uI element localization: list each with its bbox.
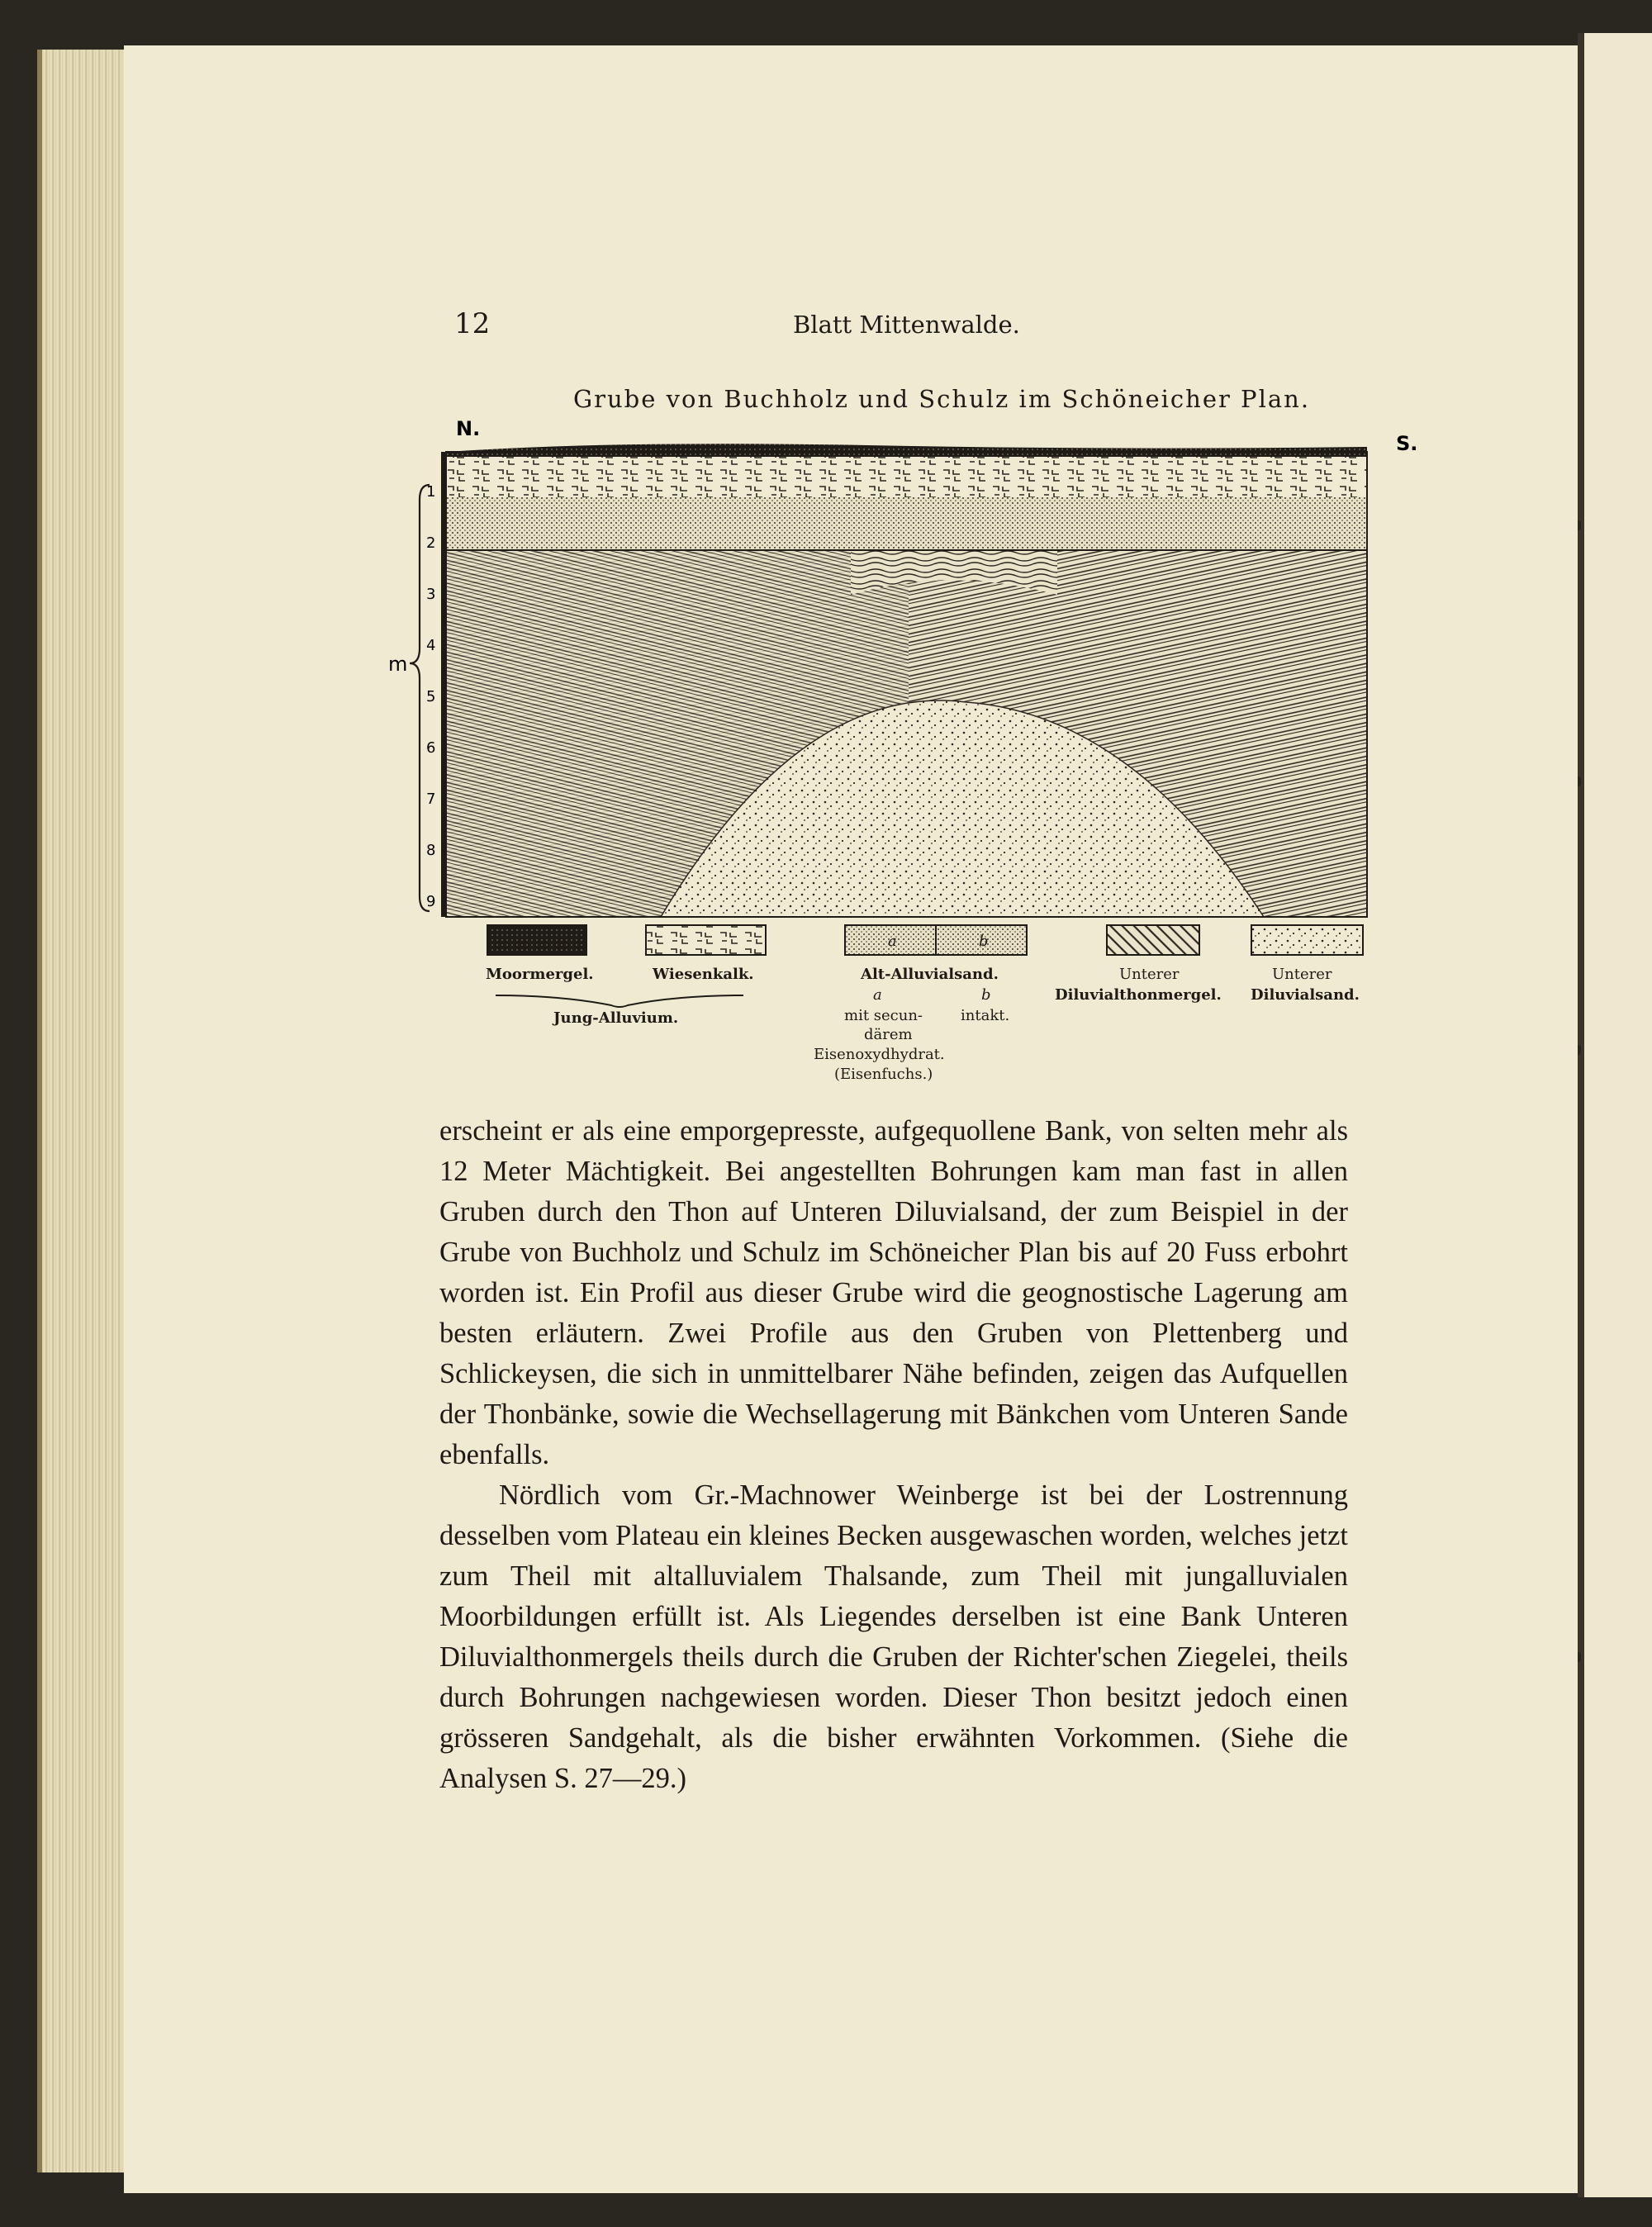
paragraph: Nördlich vom Gr.-Machnower Weinberge ist bei der Lostrennung desselben vom Plateau ein kleines Becken ausgewaschen worden, welches jetzt zum Theil mit altalluvialem Thalsande, zum Theil mit jungalluvialen Moorbildungen erfüllt ist. Als Liegendes derselben ist eine Bank Unteren Diluvialthonmergels theils durch die Gruben der Richter'schen Ziegelei, theils durch Bohrungen nachgewiesen worden. Dieser Thon besitzt jedoch einen grösseren Sandgehalt, als die bisher erwähnten Vorkommen. (Siehe die Analysen S. 27—29.) [439,1479,1348,1794]
running-title: Blatt Mittenwalde. [793,311,1020,339]
figure-legend [486,925,1363,1083]
scale-tick: 3 [426,586,436,603]
scale-unit-label: m [388,653,408,676]
alt-alluvialsand-layer [446,497,1367,550]
legend-swatch-b: b [979,933,989,950]
legend-eisenoxydhydrat: Eisenoxydhydrat. [814,1046,945,1063]
legend-sub-b: b [981,986,991,1004]
legend-swatch-diluvialsand [1251,925,1363,955]
page-number: 12 [454,307,491,340]
running-head [0,307,1652,340]
legend-unterer-1: Unterer [1119,966,1180,983]
page-edges [37,50,133,2172]
legend-diluvialsand: Diluvialsand. [1251,986,1360,1004]
legend-wiesenkalk: Wiesenkalk. [653,966,754,983]
legend-note-a1: mit secun- [844,1007,923,1024]
wiesenkalk-layer [446,452,1367,497]
scale-tick: 4 [426,637,436,654]
scale-tick: 2 [426,534,436,552]
scale-tick: 6 [426,739,436,757]
legend-brace [496,995,743,1007]
legend-unterer-2: Unterer [1272,966,1332,983]
scale-tick: 9 [426,893,436,910]
legend-note-a2: därem [864,1026,913,1043]
figure-caption: Grube von Buchholz und Schulz im Schöneicher Plan. [572,385,1311,413]
legend-swatch-diluvialthonmergel [1107,925,1199,955]
legend-swatch-wiesenkalk [646,925,766,955]
paragraph: erscheint er als eine emporgepresste, aufgequollene Bank, von selten mehr als 12 Meter Mächtigkeit. Bei angestellten Bohrungen kam man fast in allen Gruben durch den Thon auf Unteren Diluvialsand, der zum Beispiel in der Grube von Buchholz und Schulz im Schöneicher Plan bis auf 20 Fuss erbohrt worden ist. Ein Profil aus dieser Grube wird die geognostische Lagerung am besten erläutern. Zwei Profile aus den Gruben von Plettenberg und Schlickeysen, die sich in unmittelbarer Nähe befinden, zeigen das Aufquellen der Thonbänke, sowie die Wechsellagerung mit Bänkchen vom Unteren Sande ebenfalls. [439,1115,1348,1470]
moormergel-layer [446,444,1367,457]
legend-note-b: intakt. [961,1007,1010,1024]
legend-swatch-a: a [888,933,897,950]
profile-section [446,444,1367,917]
legend-sub-a: a [873,986,882,1004]
scale-tick: 8 [426,842,436,859]
next-page-edge [1578,33,1652,2197]
scale-tick: 7 [426,791,436,808]
south-label: S. [1396,432,1418,455]
legend-alt-alluvialsand: Alt-Alluvialsand. [861,966,999,983]
legend-jung-alluvium: Jung-Alluvium. [553,1009,679,1027]
legend-diluvialthonmergel: Diluvialthonmergel. [1055,986,1222,1004]
north-label: N. [456,417,481,440]
body-text [439,1111,1348,1799]
depth-scale [388,452,446,917]
legend-eisenfuchs: (Eisenfuchs.) [834,1066,933,1083]
scale-tick: 5 [426,688,436,705]
legend-moormergel: Moormergel. [486,966,594,983]
scale-tick: 1 [426,483,436,501]
geological-profile-figure [372,417,1429,1103]
profile-drawing [372,417,1429,1103]
legend-swatch-moormergel [487,925,586,955]
